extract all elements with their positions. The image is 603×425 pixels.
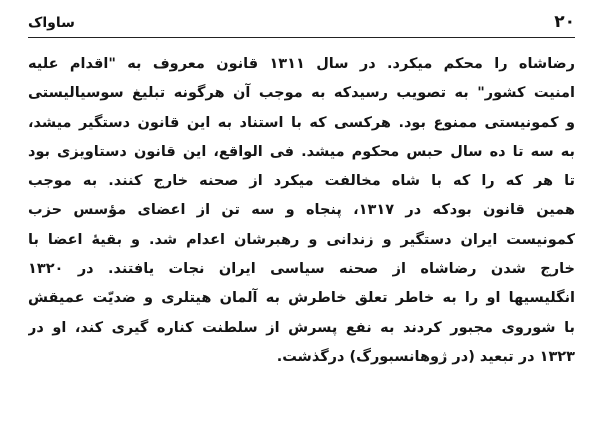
text-line: کمونیست ایران دستگیر و زندانی و رهبرشان اعدام شد. و بقیهٔ اعضا با: [28, 231, 575, 248]
text-line: رضاشاه را محکم میکرد. در سال ۱۳۱۱ قانون معروف به "اقدام علیه: [28, 56, 575, 72]
text-line: با شوروی مجبور کردند به نفع پسرش از سلطنت کناره گیری کند، او در: [28, 319, 575, 336]
page-number: ۲۰: [554, 12, 575, 32]
running-title: ساواک: [28, 15, 75, 31]
body-paragraph: [28, 50, 575, 372]
text-line: همین قانون بودکه در ۱۳۱۷، پنجاه و سه تن از اعضای مؤسس حزب: [28, 202, 575, 219]
text-line: انگلیسیها او را به خاطر تعلق خاطرش به آلمان هیتلری و ضدیّت عمیقش: [28, 290, 575, 307]
text-line: به سه تا ده سال حبس محکوم میشد. فی الواقع، این قانون دستاویزی بود: [28, 143, 575, 160]
text-line: ۱۳۲۳ در تبعید (در ژوهانسبورگ) درگذشت.: [276, 348, 575, 365]
text-line: تا هر که را که با شاه مخالفت میکرد از صحنه خارج کنند. به موجب: [28, 173, 575, 190]
header-rule: [28, 37, 575, 38]
page-header: [28, 10, 575, 38]
text-line: امنیت کشور" به تصویب رسیدکه به موجب آن هرگونه تبلیغ سوسیالیستی: [28, 85, 575, 102]
text-line: و کمونیستی ممنوع بود. هرکسی که با استناد به این قانون دستگیر میشد،: [28, 114, 575, 131]
text-line: خارج شدن رضاشاه از صحنه سیاسی ایران نجات یافتند. در ۱۳۲۰: [28, 261, 575, 278]
